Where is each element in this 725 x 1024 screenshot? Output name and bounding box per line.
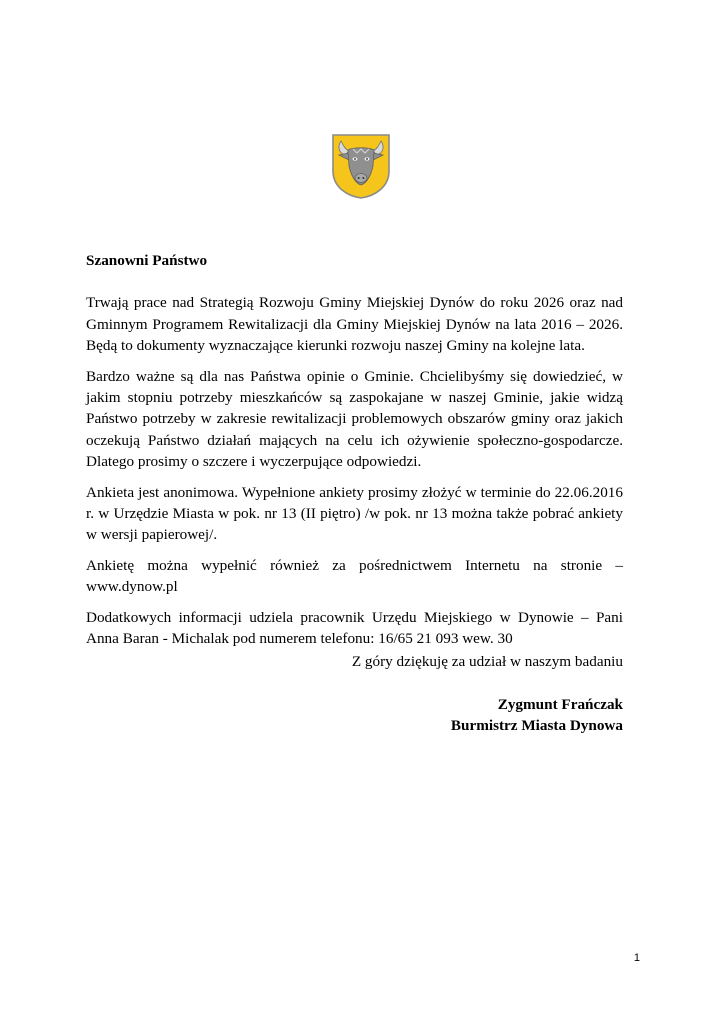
page-number: 1 [633,952,640,964]
paragraph-4: Ankietę można wypełnić również za pośrednictwem Internetu na stronie – www.dynow.pl [86,556,623,596]
signature-block [86,694,623,737]
letter-body [86,250,623,659]
paragraph-2: Bardzo ważne są dla nas Państwa opinie o Gminie. Chcielibyśmy się dowiedzieć, w jakim stopniu potrzeby mieszkańców są zaspokajane w naszej Gminie, jakie widzą Państwo potrzeby w zakresie rewitalizacji problemowych obszarów gminy oraz jakich oczekują Państwo działań mających na celu ich ożywienie społeczno-gospodarcze. Dlatego prosimy o szczere i wyczerpujące odpowiedzi. [86,367,623,471]
signature-name: Zygmunt Frańczak [497,696,623,713]
paragraph-3: Ankieta jest anonimowa. Wypełnione ankiety prosimy złożyć w terminie do 22.06.2016 r. w Urzędzie Miasta w pok. nr 13 (II piętro) /w pok. nr 13 można także pobrać ankiety w wersji papierowej/. [86,483,623,544]
paragraph-5: Dodatkowych informacji udziela pracownik Urzędu Miejskiego w Dynowie – Pani Anna Baran - Michalak pod numerem telefonu: 16/65 21 093 wew. 30 [86,608,623,648]
greeting: Szanowni Państwo [86,252,208,269]
closing-line: Z góry dziękuję za udział w naszym badaniu [351,653,623,670]
paragraph-1: Trwają prace nad Strategią Rozwoju Gminy Miejskiej Dynów do roku 2026 oraz nad Gminnym Programem Rewitalizacji dla Gminy Miejskiej Dynów na lata 2016 – 2026. Będą to dokumenty wyznaczające kierunki rozwoju naszej Gminy na kolejne lata. [86,294,623,355]
signature-title: Burmistrz Miasta Dynowa [450,717,623,735]
coat-of-arms-icon [331,133,391,199]
